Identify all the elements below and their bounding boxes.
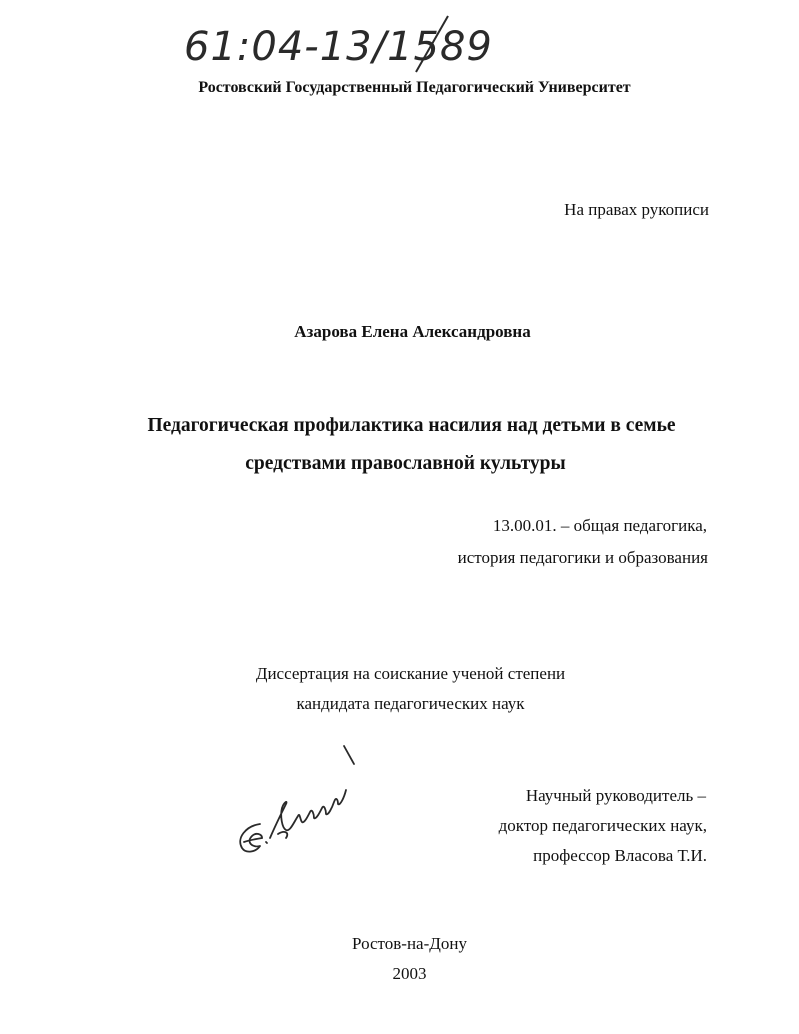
dissertation-purpose-line-1: Диссертация на соискание ученой степени [255,664,566,683]
specialty-code-line: 13.00.01. – общая педагогика, [492,516,707,535]
publication-year: 2003 [392,964,427,983]
handwritten-signature [226,738,366,868]
university-name: Ростовский Государственный Педагогический Университет [198,79,631,96]
supervisor-name: профессор Власова Т.И. [533,846,707,865]
manuscript-rights-note: На правах рукописи [564,200,709,219]
author-name: Азарова Елена Александровна [294,322,531,341]
handwritten-archive-code [180,14,510,74]
dissertation-purpose-line-2: кандидата педагогических наук [296,694,525,713]
supervisor-heading: Научный руководитель – [525,786,706,805]
publication-city: Ростов-на-Дону [352,934,467,953]
specialty-name-line: история педагогики и образования [457,548,708,567]
supervisor-degree: доктор педагогических наук, [498,816,707,835]
archive-code-text: 61:04-13/1589 [184,24,493,70]
thesis-title-line-2: средствами православной культуры [245,453,566,474]
thesis-title-line-1: Педагогическая профилактика насилия над детьми в семье [147,415,676,436]
